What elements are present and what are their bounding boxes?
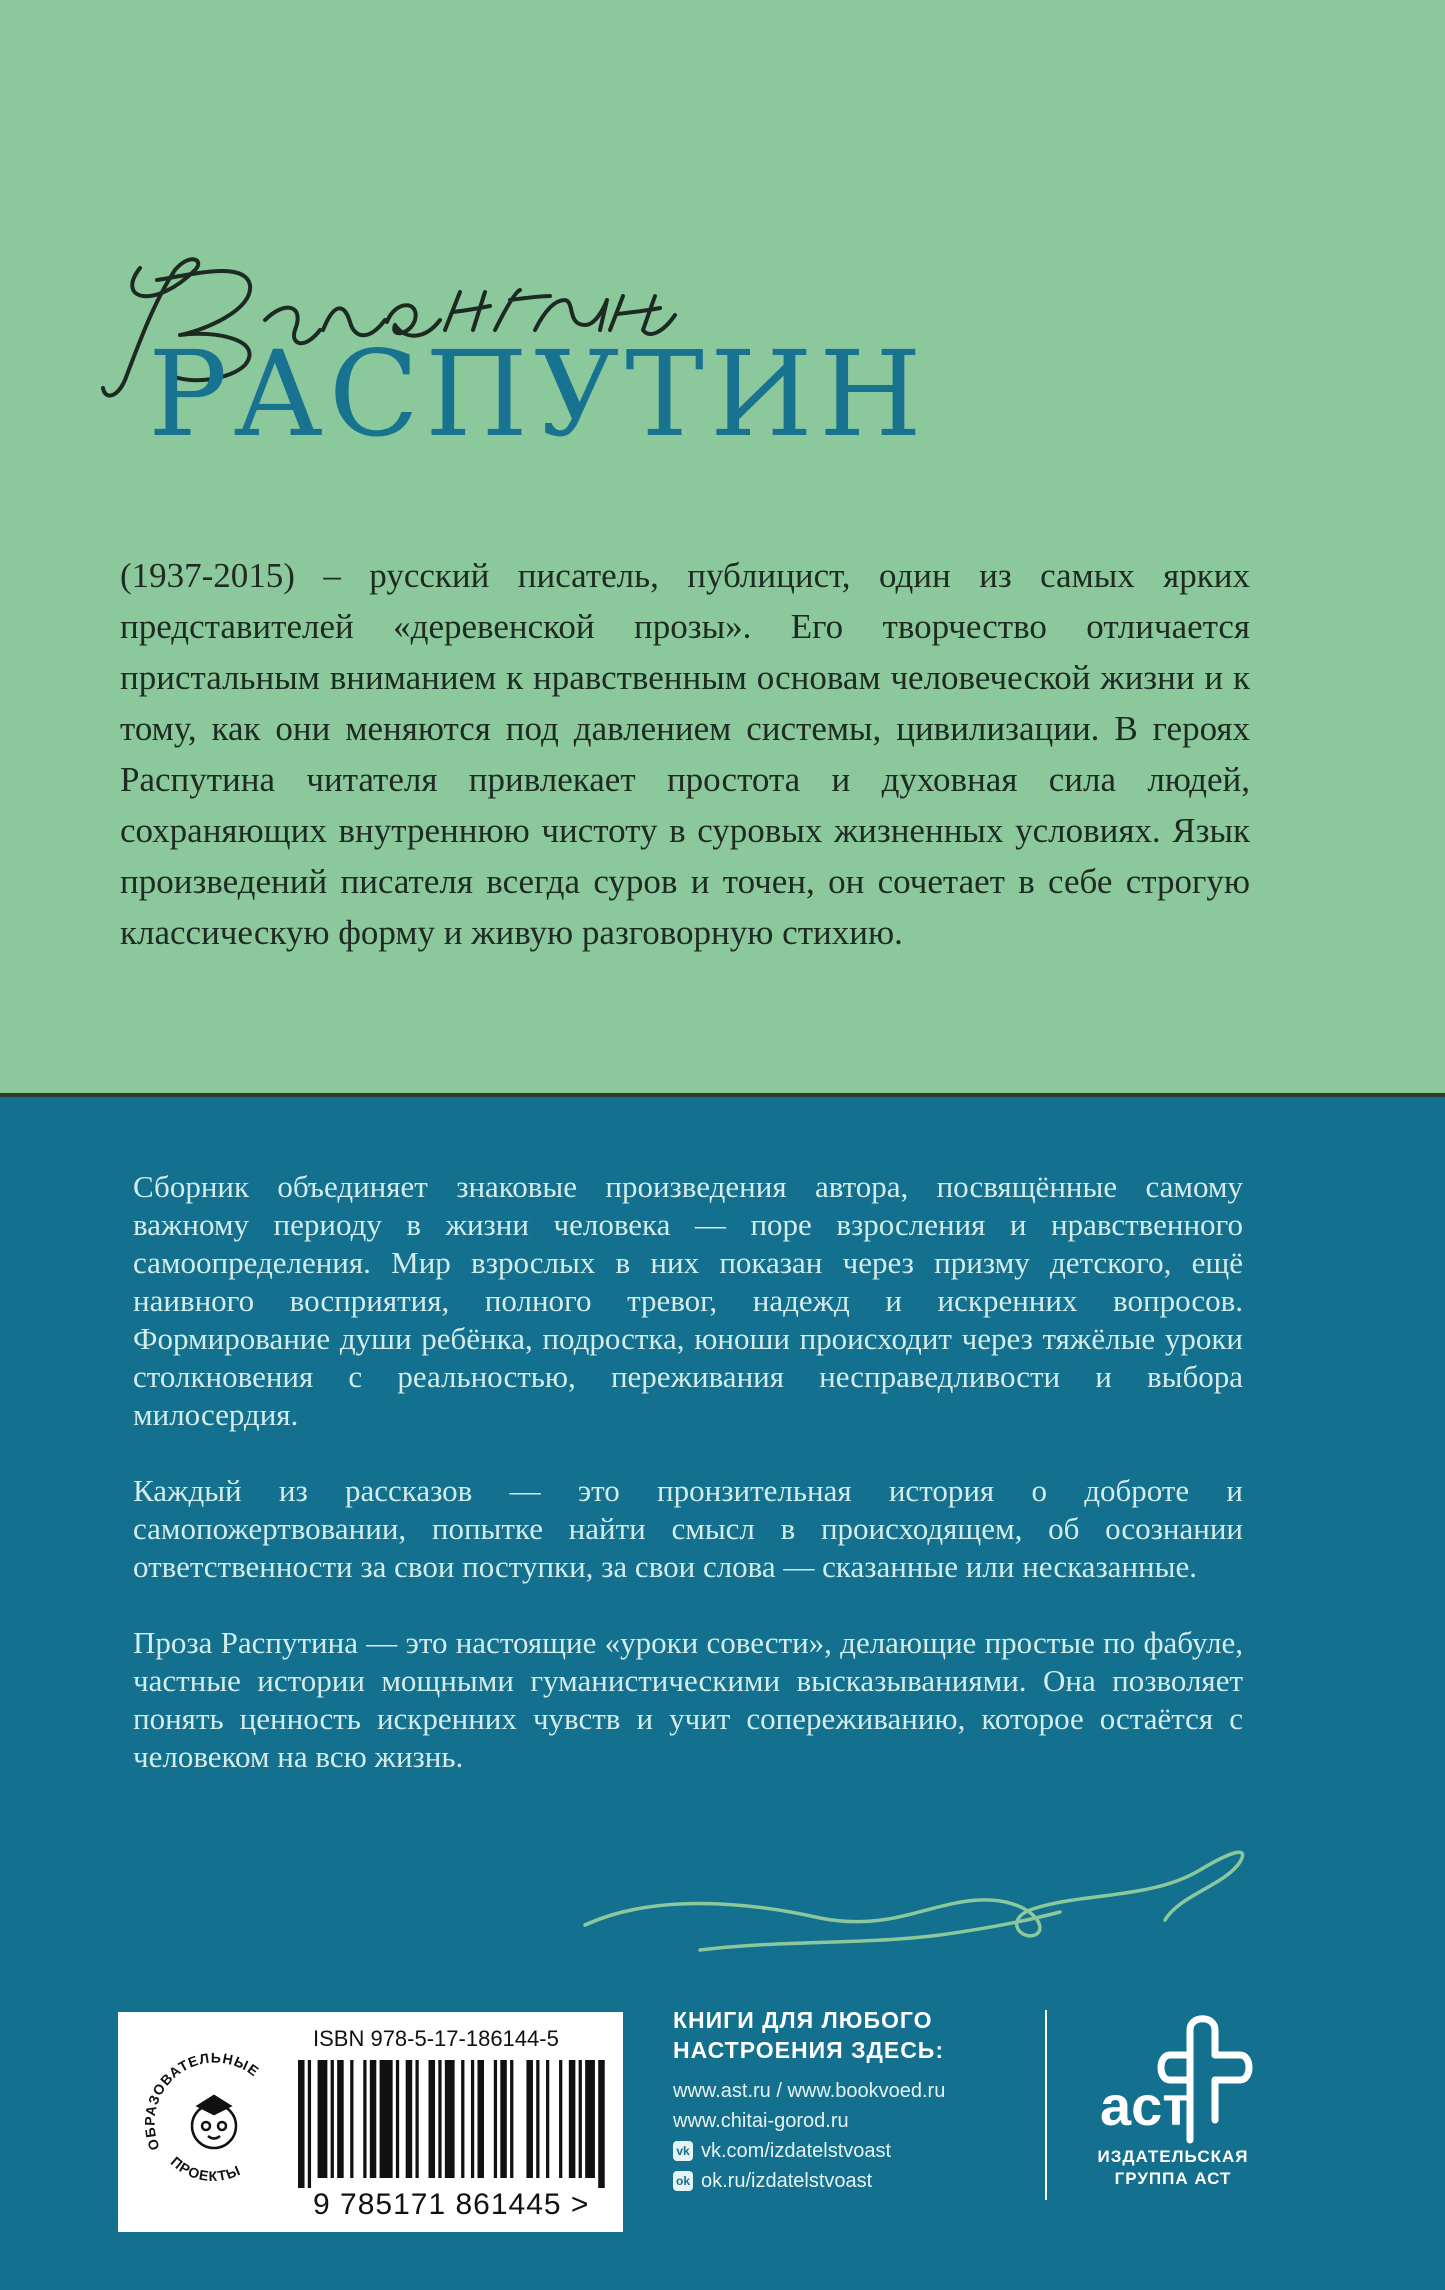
promo-links <box>673 2076 945 2196</box>
promo-title-line: НАСТРОЕНИЯ ЗДЕСЬ: <box>673 2037 944 2063</box>
svg-text:ПРОЕКТЫ: ПРОЕКТЫ <box>167 2153 244 2185</box>
promo-title <box>673 2005 944 2065</box>
barcode-bars <box>298 2060 608 2188</box>
annotation-paragraph: Каждый из рассказов — это пронзительная история о доброте и самопожертвовании, попытке найти смысл в происходящем, об осознании ответственности за свои поступки, за свои слова — сказанные или несказанные. <box>133 1473 1243 1584</box>
svg-text:аст: аст <box>1100 2074 1190 2137</box>
promo-link-ast[interactable]: www.ast.ru / www.bookvoed.ru <box>673 2080 946 2102</box>
publisher-caption-line: ИЗДАТЕЛЬСКАЯ <box>1097 2147 1249 2166</box>
promo-title-line: КНИГИ ДЛЯ ЛЮБОГО <box>673 2007 933 2033</box>
author-surname: РАСПУТИН <box>148 325 928 463</box>
decorative-flourish <box>580 1840 1260 1970</box>
vk-icon: vk <box>673 2141 693 2161</box>
barcode-digits: 9 785171 861445 > <box>313 2188 590 2221</box>
book-annotation <box>133 1168 1243 1814</box>
barcode-panel <box>118 2012 623 2232</box>
isbn-label: ISBN 978-5-17-186144-5 <box>313 2026 559 2051</box>
educational-projects-logo <box>130 2038 298 2206</box>
ast-publisher-logo <box>1080 2010 1260 2150</box>
annotation-paragraph: Сборник объединяет знаковые произведения автора, посвящённые самому важному периоду в жизни человека — поре взросления и нравственного самоопределения. Мир взрослых в них показан через призму детского, ещё наивного восприятия, полного тревог, надежд и искренних вопросов. Формирование души ребёнка, подростка, юноши происходит через тяжёлые уроки столкновения с реальностью, переживания несправедливости и выбора милосердия. <box>133 1169 1243 1432</box>
promo-link-vk[interactable]: vk vk.com/izdatelstvoast <box>673 2136 945 2166</box>
vertical-separator <box>1045 2010 1047 2200</box>
svg-text:ОБРАЗОВАТЕЛЬНЫЕ: ОБРАЗОВАТЕЛЬНЫЕ <box>141 2049 263 2153</box>
publisher-caption <box>1078 2146 1268 2190</box>
author-bio: (1937-2015) – русский писатель, публицист, один из самых ярких представителей «деревенской прозы». Его творчество отличается пристальным вниманием к нравственным основам человеческой жизни и к тому, как они меняются под давлением системы, цивилизации. В героях Распутина читателя привлекает простота и духовная сила людей, сохраняющих внутреннюю чистоту в суровых жизненных условиях. Язык произведений писателя всегда суров и точен, он сочетает в себе строгую классическую форму и живую разговорную стихию. <box>120 556 1250 952</box>
promo-link-chitai-gorod[interactable]: www.chitai-gorod.ru <box>673 2110 849 2132</box>
promo-link-ok[interactable]: ok ok.ru/izdatelstvoast <box>673 2166 945 2196</box>
ok-icon: ok <box>673 2171 693 2191</box>
publisher-caption-line: ГРУППА АСТ <box>1114 2169 1232 2188</box>
annotation-paragraph: Проза Распутина — это настоящие «уроки совести», делающие простые по фабуле, частные истории мощными гуманистическими высказываниями. Она позволяет понять ценность искренних чувств и учит сопереживанию, которое остаётся с человеком на всю жизнь. <box>133 1625 1243 1774</box>
